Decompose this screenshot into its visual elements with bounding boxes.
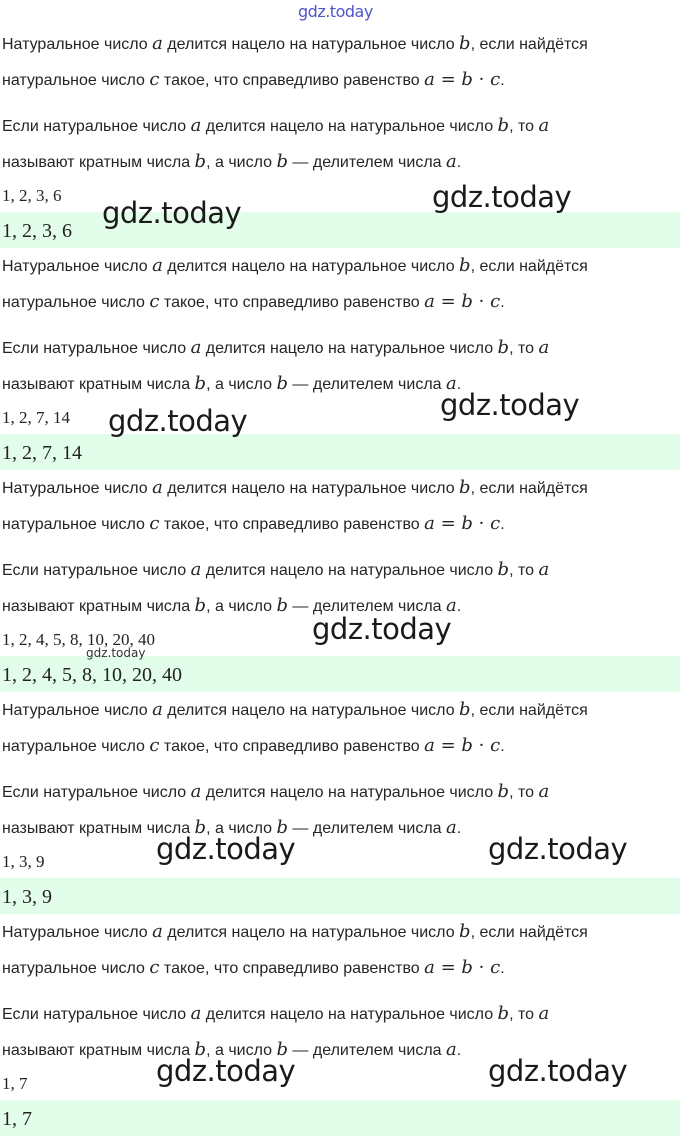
answer-plain: 1, 2, 3, 6 xyxy=(2,186,62,205)
answer-highlight-text: 1, 7 xyxy=(2,1108,32,1130)
solution-block-1 xyxy=(0,0,680,242)
definition-line-4: называют кратным числа b, а число b — делителем числа a. xyxy=(2,373,462,394)
watermark: gdz.today xyxy=(312,612,452,646)
definition-line-4: называют кратным числа b, а число b — делителем числа a. xyxy=(2,595,462,616)
definition-line-4: называют кратным числа b, а число b — делителем числа a. xyxy=(2,817,462,838)
watermark: gdz.today xyxy=(102,196,242,230)
answer-highlight-text: 1, 2, 4, 5, 8, 10, 20, 40 xyxy=(2,664,182,686)
answer-highlight-text: 1, 2, 7, 14 xyxy=(2,442,82,464)
definition-line-1: Натуральное число a делится нацело на натуральное число b, если найдётся xyxy=(2,699,588,720)
watermark: gdz.today xyxy=(440,388,580,422)
definition-line-1: Натуральное число a делится нацело на натуральное число b, если найдётся xyxy=(2,477,588,498)
answer-highlight-text: 1, 3, 9 xyxy=(2,886,52,908)
watermark: gdz.today xyxy=(108,404,248,438)
answer-highlight xyxy=(0,1100,680,1136)
definition-line-3: Если натуральное число a делится нацело на натуральное число b, то a xyxy=(2,115,550,136)
solution-block-4 xyxy=(0,666,680,908)
definition-line-2: натуральное число c такое, что справедливо равенство a = b · c. xyxy=(2,513,505,534)
definition-line-2: натуральное число c такое, что справедливо равенство a = b · c. xyxy=(2,735,505,756)
definition-line-2: натуральное число c такое, что справедливо равенство a = b · c. xyxy=(2,291,505,312)
answer-plain: 1, 7 xyxy=(2,1074,28,1093)
answer-plain: 1, 3, 9 xyxy=(2,852,45,871)
definition-line-1: Натуральное число a делится нацело на натуральное число b, если найдётся xyxy=(2,921,588,942)
solution-block-2 xyxy=(0,222,680,464)
solution-block-5 xyxy=(0,888,680,1130)
watermark: gdz.today xyxy=(156,1054,296,1088)
answer-plain: 1, 2, 7, 14 xyxy=(2,408,70,427)
watermark: gdz.today xyxy=(156,832,296,866)
definition-line-3: Если натуральное число a делится нацело на натуральное число b, то a xyxy=(2,337,550,358)
watermark-small: gdz.today xyxy=(86,646,146,660)
definition-line-1: Натуральное число a делится нацело на натуральное число b, если найдётся xyxy=(2,33,588,54)
watermark: gdz.today xyxy=(432,180,572,214)
definition-line-3: Если натуральное число a делится нацело на натуральное число b, то a xyxy=(2,781,550,802)
definition-line-1: Натуральное число a делится нацело на натуральное число b, если найдётся xyxy=(2,255,588,276)
definition-line-2: натуральное число c такое, что справедливо равенство a = b · c. xyxy=(2,69,505,90)
definition-line-4: называют кратным числа b, а число b — делителем числа a. xyxy=(2,1039,462,1060)
definition-line-2: натуральное число c такое, что справедливо равенство a = b · c. xyxy=(2,957,505,978)
answer-highlight-text: 1, 2, 3, 6 xyxy=(2,220,72,242)
watermark: gdz.today xyxy=(488,1054,628,1088)
definition-line-4: называют кратным числа b, а число b — делителем числа a. xyxy=(2,151,462,172)
definition-line-3: Если натуральное число a делится нацело на натуральное число b, то a xyxy=(2,559,550,580)
answer-plain: 1, 2, 4, 5, 8, 10, 20, 40 xyxy=(2,630,155,649)
definition-line-3: Если натуральное число a делится нацело на натуральное число b, то a xyxy=(2,1003,550,1024)
site-logo[interactable]: gdz.today xyxy=(298,2,373,21)
watermark: gdz.today xyxy=(488,832,628,866)
solution-block-3 xyxy=(0,444,680,686)
